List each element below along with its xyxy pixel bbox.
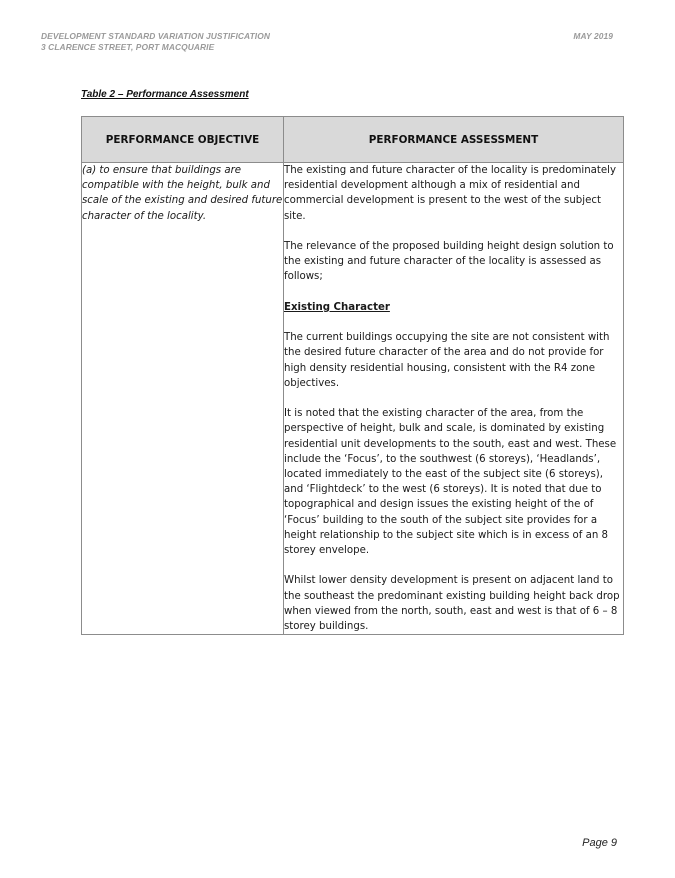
document-header [41,31,270,52]
column-header-objective: PERFORMANCE OBJECTIVE [82,117,284,163]
performance-assessment-table [81,116,624,635]
header-title-line1: DEVELOPMENT STANDARD VARIATION JUSTIFICATION [41,31,270,41]
assessment-paragraph-3: The current buildings occupying the site are not consistent with the desired future character of the area and do not provide for high density residential housing, consistent with the R4 zone objectives. [284,332,610,389]
objective-cell: (a) to ensure that buildings are compatible with the height, bulk and scale of the existing and desired future character of the locality. [82,163,284,635]
header-title-line2: 3 CLARENCE STREET, PORT MACQUARIE [41,41,215,52]
page-number: Page 9 [582,837,617,849]
table-caption: Table 2 – Performance Assessment [81,89,249,100]
column-header-assessment: PERFORMANCE ASSESSMENT [284,117,624,163]
assessment-paragraph-5: Whilst lower density development is present on adjacent land to the southeast the predominant existing building height back drop when viewed from the north, south, east and west is that of 6 – 8 storey buildings. [284,575,620,633]
assessment-paragraph-1: The existing and future character of the locality is predominately residential development although a mix of residential and commercial development is present to the west of the subject site. [284,165,617,222]
header-date: MAY 2019 [573,31,613,41]
existing-character-subheading: Existing Character [284,301,390,313]
table-row [82,163,624,635]
assessment-cell [284,163,624,635]
assessment-paragraph-2: The relevance of the proposed building height design solution to the existing and future character of the locality is assessed as follows; [284,241,614,283]
table-header-row [82,117,624,163]
assessment-paragraph-4: It is noted that the existing character of the area, from the perspective of height, bulk and scale, is dominated by existing residential unit developments to the south, east and west. These include the ‘Focus’, to the southwest (6 storeys), ‘Headlands’, located immediately to the east of the subject site (6 storeys), and ‘Flightdeck’ to the west (6 storeys). It is noted that due to topographical and design issues the existing height of the of ‘Focus’ building to the south of the subject site provides for a height relationship to the subject site which is in excess of an 8 storey envelope. [284,408,617,557]
